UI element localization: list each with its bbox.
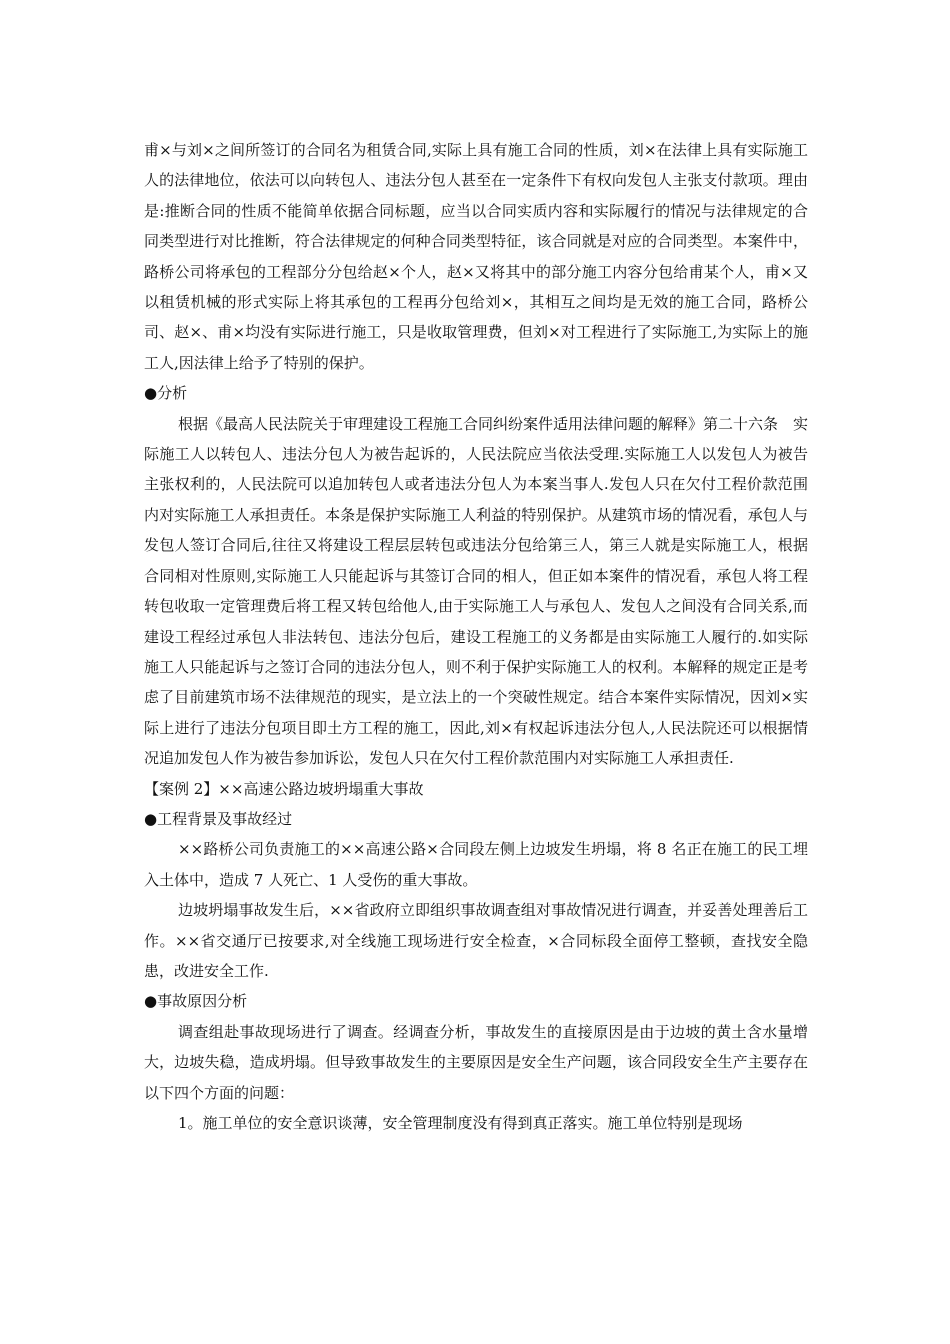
paragraph-aftermath: 边坡坍塌事故发生后，××省政府立即组织事故调查组对事故情况进行调查，并妥善处理善后工作。××省交通厅已按要求,对全线施工现场进行安全检查，×合同标段全面停工整顿，查找安全隐患，改进安全工作. (144, 901, 808, 980)
section-heading-cause: ●事故原因分析 (144, 992, 248, 1011)
paragraph-contract-nature: 甫×与刘×之间所签订的合同名为租赁合同,实际上具有施工合同的性质，刘×在法律上具有实际施工人的法律地位，依法可以向转包人、违法分包人甚至在一定条件下有权向发包人主张支付款项。理由是:推断合同的性质不能简单依据合同标题，应当以合同实质内容和实际履行的情况与法律规定的合同类型进行对比推断，符合法律规定的何种合同类型特征，该合同就是对应的合同类型。本案件中，路桥公司将承包的工程部分分包给赵×个人，赵×又将其中的部分施工内容分包给甫某个人，甫×又以租赁机械的形式实际上将其承包的工程再分包给刘×，其相互之间均是无效的施工合同，路桥公司、赵×、甫×均没有实际进行施工，只是收取管理费，但刘×对工程进行了实际施工,为实际上的施工人,因法律上给予了特别的保护。 (144, 141, 808, 372)
section-heading-background: ●工程背景及事故经过 (144, 809, 293, 828)
document-body (144, 135, 808, 1138)
paragraph-analysis: 根据《最高人民法院关于审理建设工程施工合同纠纷案件适用法律问题的解释》第二十六条 实际施工人以转包人、违法分包人为被告起诉的，人民法院应当依法受理.实际施工人以发包人为被告主张权利的，人民法院可以追加转包人或者违法分包人为本案当事人.发包人只在欠付工程价款范围内对实际施工人承担责任。本条是保护实际施工人利益的特别保护。从建筑市场的情况看，承包人与发包人签订合同后,往往又将建设工程层层转包或违法分包给第三人，第三人就是实际施工人，根据合同相对性原则,实际施工人只能起诉与其签订合同的相人，但正如本案件的情况看，承包人将工程转包收取一定管理费后将工程又转包给他人,由于实际施工人与承包人、发包人之间没有合同关系,而建设工程经过承包人非法转包、违法分包后，建设工程施工的义务都是由实际施工人履行的.如实际施工人只能起诉与之签订合同的违法分包人，则不利于保护实际施工人的权利。本解释的规定正是考虑了目前建筑市场不法律规范的现实，是立法上的一个突破性规定。结合本案件实际情况，因刘×实际上进行了违法分包项目即土方工程的施工，因此,刘×有权起诉违法分包人,人民法院还可以根据情况追加发包人作为被告参加诉讼，发包人只在欠付工程价款范围内对实际施工人承担责任. (144, 414, 809, 768)
section-heading-analysis: ●分析 (144, 384, 188, 403)
paragraph-investigation: 调查组赴事故现场进行了调查。经调查分析，事故发生的直接原因是由于边坡的黄土含水量增大，边坡失稳，造成坍塌。但导致事故发生的主要原因是安全生产问题，该合同段安全生产主要存在以下四个方面的问题： (144, 1022, 808, 1102)
case-heading: 【案例 2】××高速公路边坡坍塌重大事故 (144, 779, 424, 798)
paragraph-issue-1: 1。施工单位的安全意识谈薄，安全管理制度没有得到真正落实。施工单位特别是现场 (178, 1114, 743, 1132)
paragraph-accident: ××路桥公司负责施工的××高速公路×合同段左侧上边坡发生坍塌，将 8 名正在施工的民工埋入土体中，造成 7 人死亡、1 人受伤的重大事故。 (144, 840, 808, 889)
